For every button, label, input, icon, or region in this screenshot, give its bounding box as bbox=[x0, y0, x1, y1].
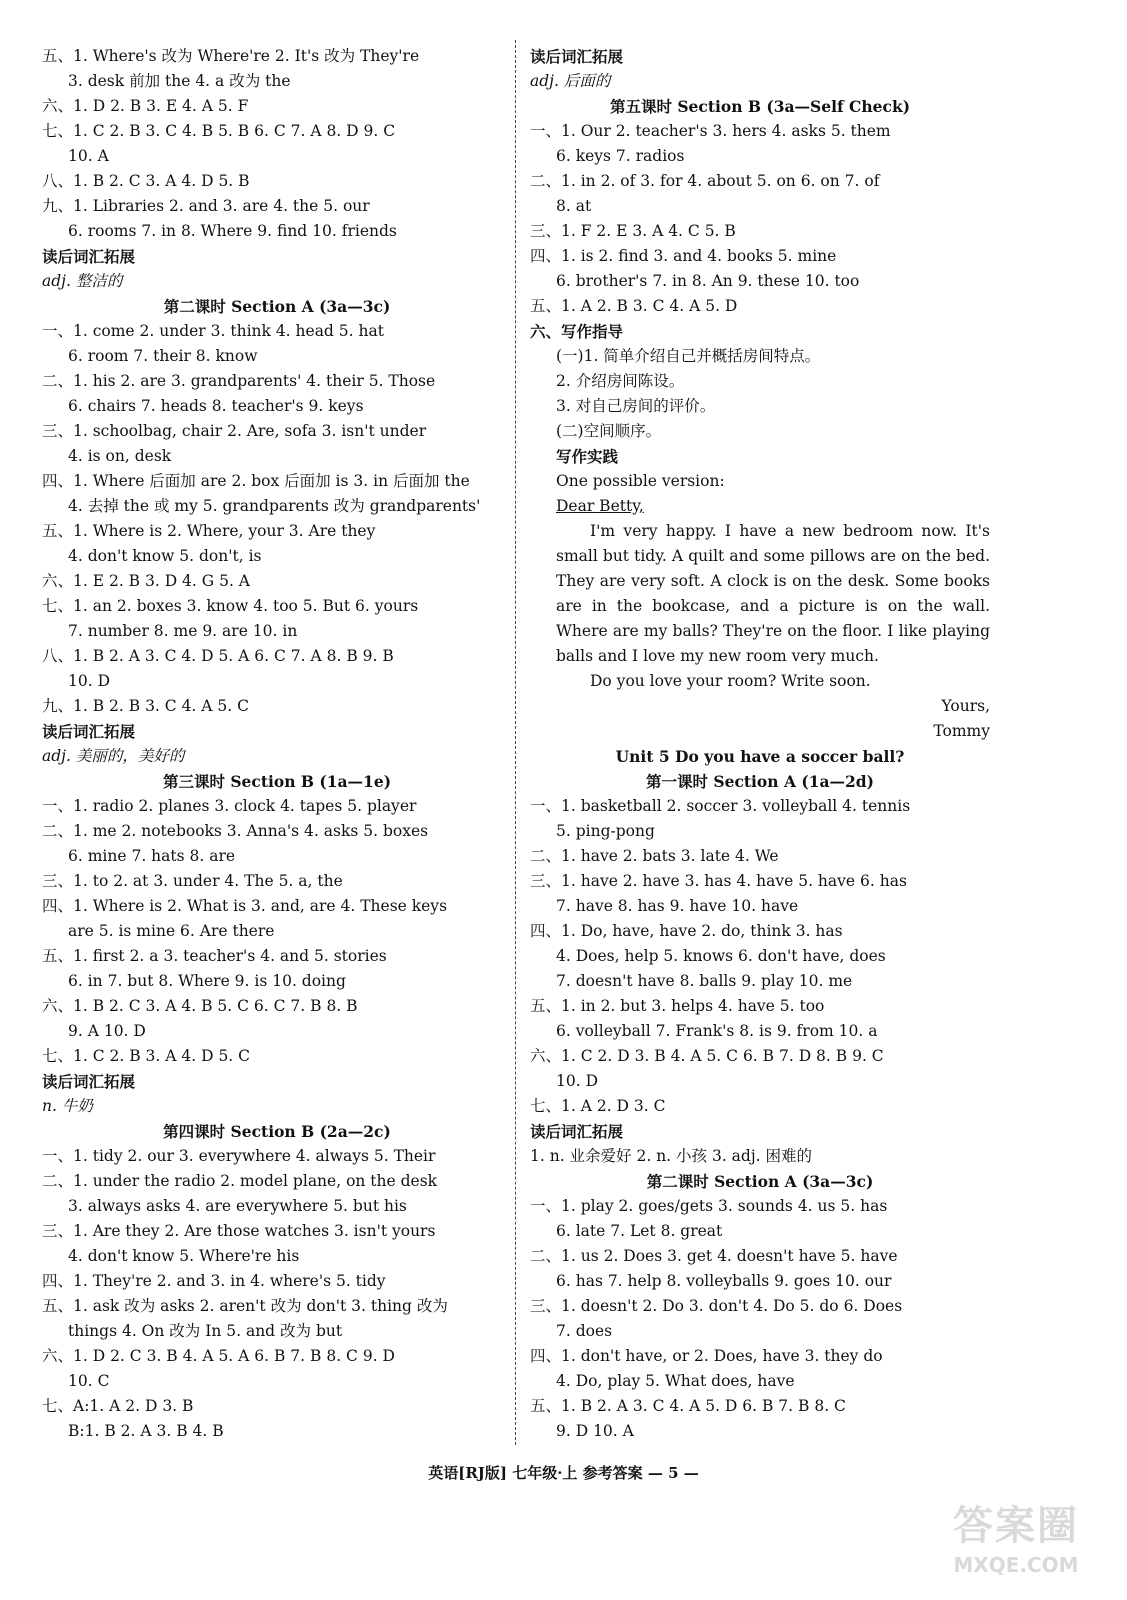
left-answer-line: 6. chairs 7. heads 8. teacher's 9. keys bbox=[68, 397, 364, 415]
right2-answer-line: 5. ping-pong bbox=[556, 822, 655, 840]
right2-answer-line: 4. Do, play 5. What does, have bbox=[556, 1372, 795, 1390]
left-answer-line: 10. C bbox=[68, 1372, 110, 1390]
left-answer-line: 6. mine 7. hats 8. are bbox=[68, 847, 236, 865]
right-column-top bbox=[530, 44, 990, 519]
right2-answer-line: 六、1. C 2. D 3. B 4. A 5. C 6. B 7. D 8. B 9. C bbox=[530, 1047, 884, 1065]
right-answer-line: 2. 介绍房间陈设。 bbox=[556, 372, 685, 390]
left-answer-line: 7. number 8. me 9. are 10. in bbox=[68, 622, 298, 640]
column-divider bbox=[515, 40, 516, 1445]
right-answer-line bbox=[530, 494, 990, 519]
right2-answer-line: 7. have 8. has 9. have 10. have bbox=[556, 897, 799, 915]
right2-answer-line: 四、1. Do, have, have 2. do, think 3. has bbox=[530, 922, 843, 940]
right2-answer-line: 四、1. don't have, or 2. Does, have 3. they do bbox=[530, 1347, 883, 1365]
left-answer-line: 二、1. his 2. are 3. grandparents' 4. their 5. Those bbox=[42, 372, 436, 390]
left-answer-line: 四、1. Where 后面加 are 2. box 后面加 is 3. in 后面加 the bbox=[42, 472, 470, 490]
right2-answer-line: 二、1. have 2. bats 3. late 4. We bbox=[530, 847, 779, 865]
left-answer-line: 六、1. D 2. C 3. B 4. A 5. A 6. B 7. B 8. C 9. D bbox=[42, 1347, 395, 1365]
right2-answer-line: 6. has 7. help 8. volleyballs 9. goes 10. our bbox=[556, 1272, 892, 1290]
left-answer-line: 6. rooms 7. in 8. Where 9. find 10. friends bbox=[68, 222, 397, 240]
left-answer-line: 3. always asks 4. are everywhere 5. but his bbox=[68, 1197, 407, 1215]
right2-answer-line: 七、1. A 2. D 3. C bbox=[530, 1097, 666, 1115]
right2-answer-line: 二、1. us 2. Does 3. get 4. doesn't have 5. have bbox=[530, 1247, 898, 1265]
left-answer-line: adj. 整洁的 bbox=[42, 272, 123, 290]
right2-answer-line: 7. does bbox=[556, 1322, 613, 1340]
right2-answer-line: 6. volleyball 7. Frank's 8. is 9. from 10. a bbox=[556, 1022, 878, 1040]
right2-answer-line: 1. n. 业余爱好 2. n. 小孩 3. adj. 困难的 bbox=[530, 1147, 812, 1165]
left-answer-line: 六、1. D 2. B 3. E 4. A 5. F bbox=[42, 97, 249, 115]
right-answer-line: 读后词汇拓展 bbox=[530, 47, 624, 66]
right2-answer-line: 第二课时 Section A (3a—3c) bbox=[646, 1172, 874, 1191]
right-answer-line: One possible version: bbox=[556, 472, 725, 490]
left-answer-line: 4. is on, desk bbox=[68, 447, 172, 465]
left-answer-line: 4. don't know 5. don't, is bbox=[68, 547, 262, 565]
left-answer-line: 10. D bbox=[68, 672, 111, 690]
right2-answer-line: 10. D bbox=[556, 1072, 599, 1090]
right-answer-line: (二)空间顺序。 bbox=[556, 422, 662, 440]
right-answer-line: 四、1. is 2. find 3. and 4. books 5. mine bbox=[530, 247, 837, 265]
site-watermark-logo bbox=[931, 1500, 1101, 1588]
right2-answer-line: 9. D 10. A bbox=[556, 1422, 634, 1440]
left-answer-line: 一、1. come 2. under 3. think 4. head 5. hat bbox=[42, 322, 384, 340]
right-column-bottom bbox=[530, 744, 990, 1444]
left-answer-line: 第二课时 Section A (3a—3c) bbox=[163, 297, 391, 316]
left-answer-line: 4. don't know 5. Where're his bbox=[68, 1247, 300, 1265]
left-answer-line: 七、1. C 2. B 3. A 4. D 5. C bbox=[42, 1047, 251, 1065]
right-answer-line: 一、1. Our 2. teacher's 3. hers 4. asks 5. them bbox=[530, 122, 891, 140]
left-answer-line: 三、1. to 2. at 3. under 4. The 5. a, the bbox=[42, 872, 343, 890]
letter-signature: Tommy bbox=[933, 722, 990, 740]
left-answer-line: 读后词汇拓展 bbox=[42, 247, 136, 266]
left-answer-line: 八、1. B 2. C 3. A 4. D 5. B bbox=[42, 172, 250, 190]
right-answer-line: adj. 后面的 bbox=[530, 72, 611, 90]
left-answer-line: 4. 去掉 the 或 my 5. grandparents 改为 grandparents' bbox=[68, 497, 481, 515]
right2-answer-line: 三、1. doesn't 2. Do 3. don't 4. Do 5. do 6. Does bbox=[530, 1297, 903, 1315]
right-answer-line: 第五课时 Section B (3a—Self Check) bbox=[609, 97, 911, 116]
right-answer-line: 五、1. A 2. B 3. C 4. A 5. D bbox=[530, 297, 738, 315]
left-answer-line: 九、1. B 2. B 3. C 4. A 5. C bbox=[42, 697, 249, 715]
left-answer-line: 八、1. B 2. A 3. C 4. D 5. A 6. C 7. A 8. B 9. B bbox=[42, 647, 394, 665]
left-answer-line: 五、1. first 2. a 3. teacher's 4. and 5. stories bbox=[42, 947, 387, 965]
page-footer: 英语[RJ版] 七年级·上 参考答案 — 5 — bbox=[428, 1464, 699, 1482]
left-answer-line: B:1. B 2. A 3. B 4. B bbox=[68, 1422, 224, 1440]
right-answer-line: 6. keys 7. radios bbox=[556, 147, 685, 165]
right-answer-line: 三、1. F 2. E 3. A 4. C 5. B bbox=[530, 222, 736, 240]
right-answer-line: 二、1. in 2. of 3. for 4. about 5. on 6. on 7. of bbox=[530, 172, 880, 190]
left-answer-line: 6. room 7. their 8. know bbox=[68, 347, 258, 365]
left-answer-line: 七、A:1. A 2. D 3. B bbox=[42, 1397, 194, 1415]
right-answer-line: 六、写作指导 bbox=[530, 322, 624, 341]
left-answer-line: 二、1. under the radio 2. model plane, on the desk bbox=[42, 1172, 438, 1190]
left-answer-line: 读后词汇拓展 bbox=[42, 722, 136, 741]
left-answer-line: 五、1. ask 改为 asks 2. aren't 改为 don't 3. thing 改为 bbox=[42, 1297, 448, 1315]
left-answer-line: 六、1. B 2. C 3. A 4. B 5. C 6. C 7. B 8. B bbox=[42, 997, 358, 1015]
right2-answer-line: 4. Does, help 5. knows 6. don't have, does bbox=[556, 947, 886, 965]
left-answer-line: 一、1. radio 2. planes 3. clock 4. tapes 5. player bbox=[42, 797, 417, 815]
letter-paragraph-1: I'm very happy. I have a new bedroom now. It's small but tidy. A quilt and some pillows are on the bed. They are very soft. A clock is on the desk. Some books are in the bookcase, and a picture is on the wall. Where are my balls? They're on the floor. I like playing balls and I love my new room very much. bbox=[556, 522, 990, 665]
left-answer-line: 第三课时 Section B (1a—1e) bbox=[162, 772, 392, 791]
left-answer-line: 七、1. C 2. B 3. C 4. B 5. B 6. C 7. A 8. D 9. C bbox=[42, 122, 396, 140]
letter-paragraph-2: Do you love your room? Write soon. bbox=[590, 672, 871, 690]
salutation: Dear Betty, bbox=[556, 497, 644, 515]
right-answer-line: 写作实践 bbox=[556, 447, 619, 466]
right2-answer-line: 读后词汇拓展 bbox=[530, 1122, 624, 1141]
left-answer-line: 四、1. Where is 2. What is 3. and, are 4. These keys bbox=[42, 897, 448, 915]
left-answer-line: 三、1. schoolbag, chair 2. Are, sofa 3. isn't under bbox=[42, 422, 427, 440]
left-answer-line: 四、1. They're 2. and 3. in 4. where's 5. tidy bbox=[42, 1272, 386, 1290]
left-answer-line: 6. in 7. but 8. Where 9. is 10. doing bbox=[68, 972, 346, 990]
right2-answer-line: 一、1. basketball 2. soccer 3. volleyball 4. tennis bbox=[530, 797, 911, 815]
left-answer-line: 五、1. Where's 改为 Where're 2. It's 改为 They're bbox=[42, 47, 420, 65]
right2-answer-line: 五、1. in 2. but 3. helps 4. have 5. too bbox=[530, 997, 825, 1015]
left-answer-line: 五、1. Where is 2. Where, your 3. Are they bbox=[42, 522, 376, 540]
left-answer-line: 二、1. me 2. notebooks 3. Anna's 4. asks 5. boxes bbox=[42, 822, 429, 840]
left-answer-line: things 4. On 改为 In 5. and 改为 but bbox=[68, 1322, 343, 1340]
left-answer-line: are 5. is mine 6. Are there bbox=[68, 922, 275, 940]
left-answer-line: 9. A 10. D bbox=[68, 1022, 146, 1040]
left-answer-line: adj. 美丽的，美好的 bbox=[42, 747, 185, 765]
left-answer-line: 九、1. Libraries 2. and 3. are 4. the 5. our bbox=[42, 197, 370, 215]
left-answer-line: 三、1. Are they 2. Are those watches 3. isn't yours bbox=[42, 1222, 436, 1240]
right-answer-line: 8. at bbox=[556, 197, 592, 215]
right-answer-line: (一)1. 简单介绍自己并概括房间特点。 bbox=[556, 347, 821, 365]
right-answer-line: 6. brother's 7. in 8. An 9. these 10. too bbox=[556, 272, 860, 290]
left-answer-line: 六、1. E 2. B 3. D 4. G 5. A bbox=[42, 572, 250, 590]
left-answer-line: 3. desk 前加 the 4. a 改为 the bbox=[68, 72, 291, 90]
letter-body bbox=[530, 519, 990, 744]
left-answer-line: n. 牛奶 bbox=[42, 1097, 93, 1115]
letter-closing: Yours, bbox=[941, 697, 990, 715]
right2-answer-line: Unit 5 Do you have a soccer ball? bbox=[615, 747, 905, 766]
left-answer-line: 七、1. an 2. boxes 3. know 4. too 5. But 6. yours bbox=[42, 597, 419, 615]
right2-answer-line: 一、1. play 2. goes/gets 3. sounds 4. us 5. has bbox=[530, 1197, 888, 1215]
right2-answer-line: 三、1. have 2. have 3. has 4. have 5. have 6. has bbox=[530, 872, 907, 890]
left-answer-line: 第四课时 Section B (2a—2c) bbox=[163, 1122, 391, 1141]
left-answer-line: 10. A bbox=[68, 147, 109, 165]
right2-answer-line: 6. late 7. Let 8. great bbox=[556, 1222, 723, 1240]
right2-answer-line: 五、1. B 2. A 3. C 4. A 5. D 6. B 7. B 8. C bbox=[530, 1397, 846, 1415]
right-column bbox=[530, 44, 990, 1444]
right-answer-line: 3. 对自己房间的评价。 bbox=[556, 397, 716, 415]
watermark-mark: 答案圈 bbox=[953, 1503, 1079, 1549]
watermark-url: MXQE.COM bbox=[953, 1553, 1079, 1577]
left-answer-line: 一、1. tidy 2. our 3. everywhere 4. always 5. Their bbox=[42, 1147, 436, 1165]
left-answer-line: 读后词汇拓展 bbox=[42, 1072, 136, 1091]
left-column bbox=[42, 44, 512, 1444]
right2-answer-line: 第一课时 Section A (1a—2d) bbox=[646, 772, 874, 791]
right2-answer-line: 7. doesn't have 8. balls 9. play 10. me bbox=[556, 972, 853, 990]
